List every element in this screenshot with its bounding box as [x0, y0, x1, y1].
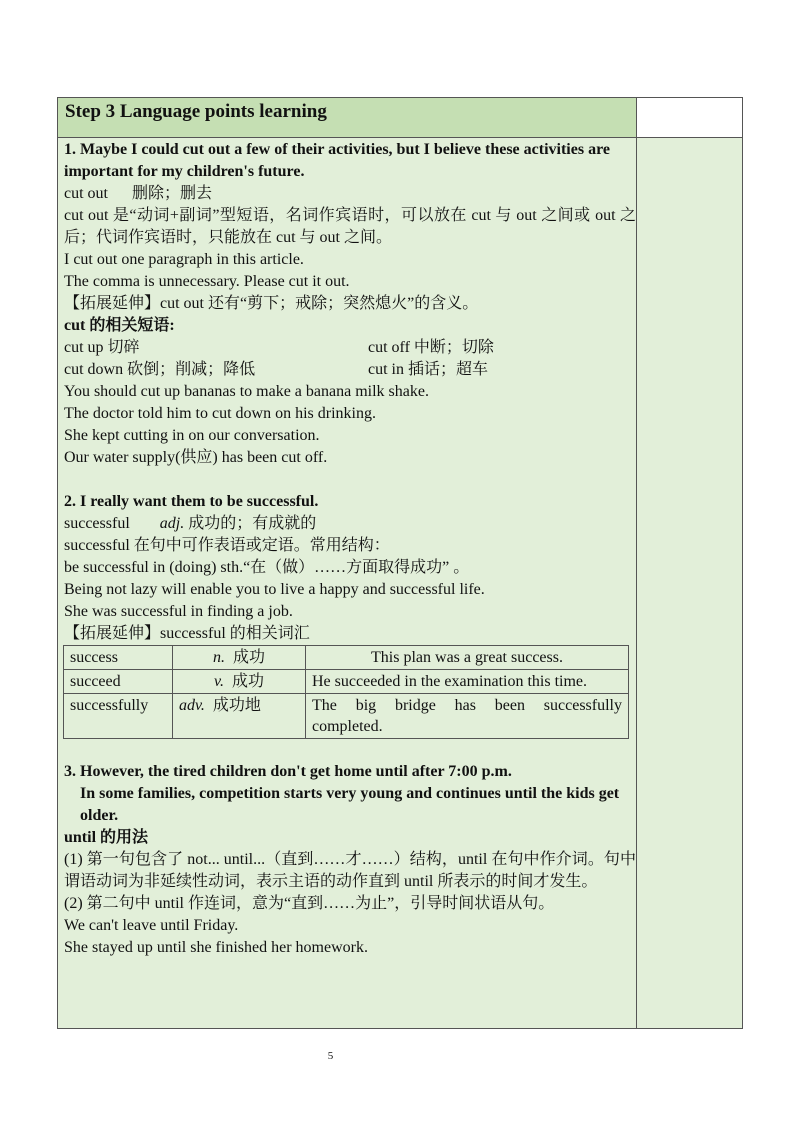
meaning: 成功的；有成就的	[188, 515, 317, 532]
word: successful	[64, 515, 130, 532]
example-sentence: We can't leave until Friday.	[64, 917, 239, 934]
table-cell: He succeeded in the examination this time.	[306, 670, 629, 694]
point-3-subheading: In some families, competition starts very young and continues until the kids get older.	[80, 785, 620, 824]
example-sentence: You should cut up bananas to make a banana milk shake.	[64, 383, 429, 400]
table-row	[64, 670, 629, 694]
side-cell	[637, 138, 742, 1028]
example-sentence: The doctor told him to cut down on his drinking.	[64, 405, 376, 422]
table-cell: This plan was a great success.	[306, 646, 629, 670]
example-sentence: She was successful in finding a job.	[64, 603, 293, 620]
example-sentence: She stayed up until she finished her homework.	[64, 939, 368, 956]
text-line: cut out 是“动词+副词”型短语，名词作宾语时，可以放在 cut 与 out 之间或 out 之后；代词作宾语时，只能放在 cut 与 out 之间。	[64, 207, 636, 246]
table-cell: adv. 成功地	[173, 694, 306, 739]
phrase-row	[64, 337, 636, 359]
extension-note: 【拓展延伸】successful 的相关词汇	[64, 625, 310, 642]
header-side-cell	[637, 98, 742, 138]
table-cell: success	[64, 646, 173, 670]
example-sentence: Our water supply(供应) has been cut off.	[64, 449, 328, 466]
part-of-speech: adj.	[159, 515, 185, 532]
table-row	[64, 694, 629, 739]
phrase: cut up 切碎	[64, 339, 140, 356]
header-row	[58, 98, 742, 138]
point-3-heading: 3. However, the tired children don't get home until after 7:00 p.m.	[64, 763, 512, 780]
phrase: cut off 中断；切除	[368, 339, 494, 356]
example-sentence: The comma is unnecessary. Please cut it out.	[64, 273, 350, 290]
point-1-heading: 1. Maybe I could cut out a few of their activities, but I believe these activities are important for my children's future.	[64, 141, 610, 180]
example-sentence: She kept cutting in on our conversation.	[64, 427, 320, 444]
table-cell: v. 成功	[173, 670, 306, 694]
phrase-row	[64, 359, 636, 381]
vocab-table	[63, 645, 629, 739]
lesson-table	[57, 97, 743, 1029]
table-row	[64, 646, 629, 670]
text-line: be successful in (doing) sth.“在（做）……方面取得成功” 。	[64, 559, 470, 576]
phrases-heading: cut 的相关短语:	[64, 317, 175, 334]
table-cell: The big bridge has been successfully completed.	[306, 694, 629, 739]
table-cell: succeed	[64, 670, 173, 694]
example-sentence: I cut out one paragraph in this article.	[64, 251, 304, 268]
usage-heading: until 的用法	[64, 829, 149, 846]
point-2-heading: 2. I really want them to be successful.	[64, 493, 319, 510]
step-title: Step 3 Language points learning	[58, 98, 637, 138]
text-line: successful 在句中可作表语或定语。常用结构：	[64, 537, 390, 554]
table-cell: successfully	[64, 694, 173, 739]
text-line: (1) 第一句包含了 not... until...（直到……才……）结构，until 在句中作介词。句中谓语动词为非延续性动词，表示主语的动作直到 until 所表示的时间才发生。	[64, 851, 636, 890]
text-line	[64, 513, 636, 535]
text-line: (2) 第二句中 until 作连词，意为“直到……为止”，引导时间状语从句。	[64, 895, 555, 912]
extension-note: 【拓展延伸】cut out 还有“剪下；戒除；突然熄火”的含义。	[64, 295, 479, 312]
example-sentence: Being not lazy will enable you to live a happy and successful life.	[64, 581, 485, 598]
phrase: cut down 砍倒；削减；降低	[64, 361, 256, 378]
table-cell: n. 成功	[173, 646, 306, 670]
text-line: cut out 删除；删去	[64, 185, 212, 202]
phrase: cut in 插话；超车	[368, 361, 488, 378]
body-row	[58, 138, 742, 1028]
page-number: 5	[327, 1050, 334, 1062]
content-cell	[58, 138, 637, 1028]
